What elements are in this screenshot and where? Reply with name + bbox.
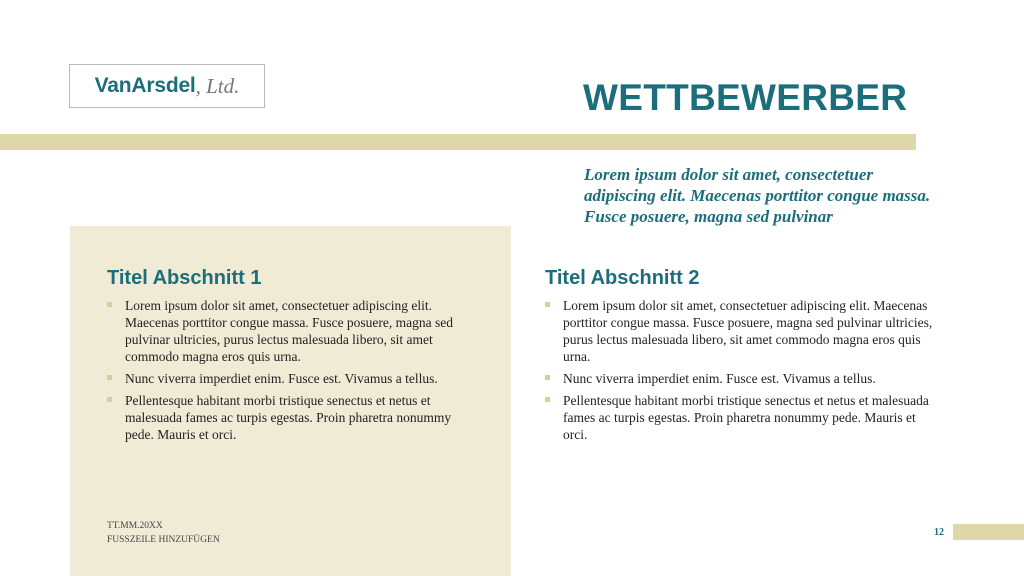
bullet-text: Lorem ipsum dolor sit amet, consectetuer adipiscing elit. Maecenas porttitor congue massa. Fusce posuere, magna sed pulvinar ultricies, purus lectus malesuada libero, sit amet commodo magna eros quis urna. [125, 298, 454, 364]
section-2-title: Titel Abschnitt 2 [545, 267, 700, 289]
bullet-text: Nunc viverra imperdiet enim. Fusce est. Vivamus a tellus. [563, 371, 876, 386]
bullet-item [107, 297, 479, 365]
slide-subtitle: Lorem ipsum dolor sit amet, consectetuer adipiscing elit. Maecenas porttitor congue massa. Fusce posuere, magna sed pulvinar [584, 165, 931, 226]
section-1-bullet-list [107, 297, 479, 443]
bullet-item [545, 297, 935, 365]
footer-text: FUSSZEILE HINZUFÜGEN [107, 535, 220, 545]
page-number: 12 [934, 527, 944, 538]
section-2 [545, 267, 935, 448]
square-bullet-icon [107, 375, 112, 380]
bullet-item [545, 392, 935, 443]
section-1 [107, 267, 479, 448]
bullet-item [545, 370, 935, 387]
company-logo [69, 64, 265, 108]
bullet-text: Lorem ipsum dolor sit amet, consectetuer adipiscing elit. Maecenas porttitor congue massa. Fusce posuere, magna sed pulvinar ultricies, purus lectus malesuada libero, sit amet commodo magna eros quis urna. [563, 298, 933, 364]
slide-title: WETTBEWERBER [583, 77, 908, 118]
square-bullet-icon [107, 302, 112, 307]
square-bullet-icon [107, 397, 112, 402]
square-bullet-icon [545, 375, 550, 380]
logo-sub-text: , Ltd. [195, 73, 240, 98]
bullet-item [107, 392, 479, 443]
bullet-text: Pellentesque habitant morbi tristique senectus et netus et malesuada fames ac turpis egestas. Proin pharetra nonummy pede. Mauris et orci. [563, 393, 929, 442]
section-1-title: Titel Abschnitt 1 [107, 267, 262, 289]
bullet-item [107, 370, 479, 387]
logo-main-text: VanArsdel [94, 74, 196, 97]
section-2-bullet-list [545, 297, 935, 443]
footer-accent-band [953, 524, 1024, 540]
bullet-text: Pellentesque habitant morbi tristique senectus et netus et malesuada fames ac turpis egestas. Proin pharetra nonummy pede. Mauris et orci. [125, 393, 452, 442]
footer-date: TT.MM.20XX [107, 521, 163, 531]
header-accent-band [0, 134, 916, 150]
slide-footer [107, 519, 220, 547]
square-bullet-icon [545, 302, 550, 307]
square-bullet-icon [545, 397, 550, 402]
bullet-text: Nunc viverra imperdiet enim. Fusce est. Vivamus a tellus. [125, 371, 438, 386]
